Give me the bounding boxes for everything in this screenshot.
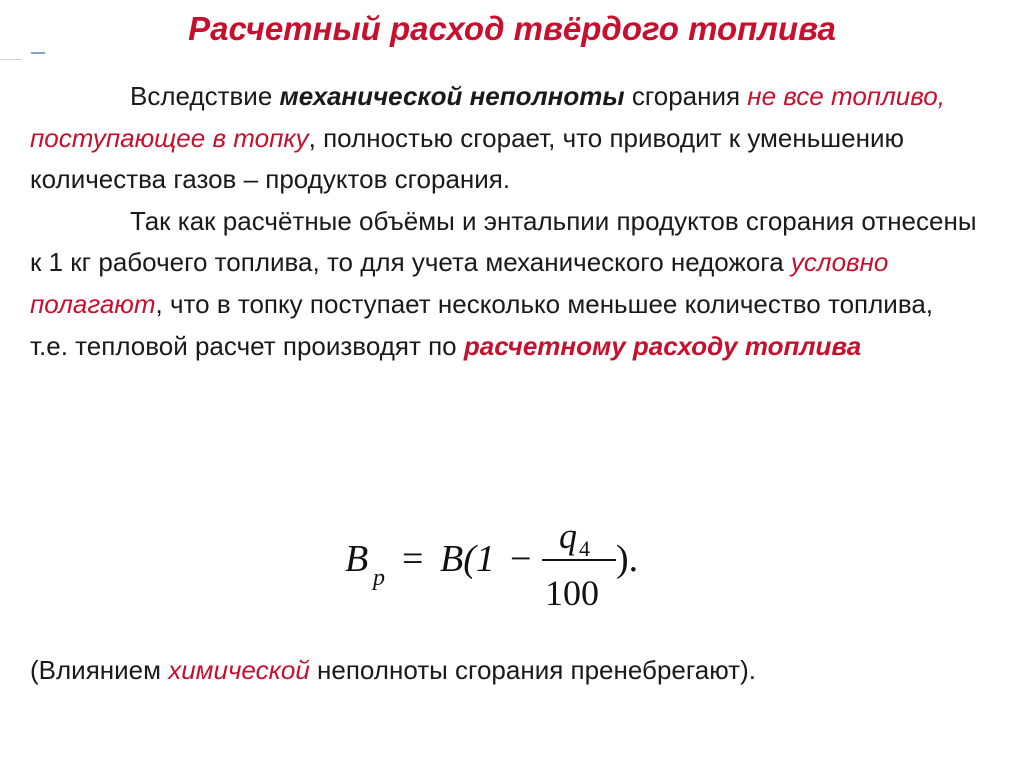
highlight-calculated-fuel-consumption: расчетному расходу топлива bbox=[463, 330, 862, 361]
formula-numerator-q: q bbox=[559, 516, 577, 556]
formula-lhs-subscript: p bbox=[373, 565, 385, 591]
text-span: сгорания bbox=[624, 81, 748, 111]
emphasis-mechanical: механической неполноты bbox=[279, 81, 625, 111]
text-span: неполноты сгорания пренебрегают). bbox=[309, 655, 756, 685]
text-span: (Влиянием bbox=[30, 655, 169, 685]
formula-equals: = bbox=[402, 538, 424, 580]
formula-b: B(1 bbox=[440, 538, 495, 580]
formula-numerator-subscript: 4 bbox=[579, 536, 590, 561]
formula-closing: ). bbox=[616, 538, 639, 580]
decorative-line bbox=[0, 59, 22, 60]
highlight-conditionally-assumed: условно полагают bbox=[30, 247, 889, 319]
text-span: Вследствие bbox=[130, 81, 280, 111]
highlight-chemical: химической bbox=[168, 655, 310, 685]
text-span: Так как расчётные объёмы и энтальпии продуктов сгорания отнесены к 1 кг рабочего топлива, то для учета механического недожога bbox=[30, 205, 977, 278]
formula-minus: − bbox=[510, 538, 532, 580]
text-span: , что в топку поступает несколько меньшее количество топлива, bbox=[155, 288, 934, 319]
paragraph-calculation-basis bbox=[30, 201, 995, 326]
text-span: , полностью сгорает, что приводит к уменьшению количества газов – продуктов сгорания. bbox=[30, 122, 904, 195]
highlight-not-all-fuel: не все топливо, поступающее в топку bbox=[30, 81, 945, 153]
text-span: т.е. тепловой расчет производят по bbox=[30, 330, 464, 361]
decorative-dash bbox=[31, 52, 45, 54]
paragraph-calculation-conclusion bbox=[30, 326, 995, 368]
slide-title: Расчетный расход твёрдого топлива bbox=[188, 10, 836, 47]
fuel-consumption-formula bbox=[340, 515, 670, 615]
formula-lhs-b: B bbox=[345, 538, 369, 580]
main-text bbox=[30, 76, 995, 367]
formula-svg bbox=[340, 515, 670, 615]
paragraph-mechanical-incompleteness bbox=[30, 76, 995, 201]
formula-denominator: 100 bbox=[545, 573, 599, 613]
note-chemical-incompleteness bbox=[30, 650, 1010, 690]
